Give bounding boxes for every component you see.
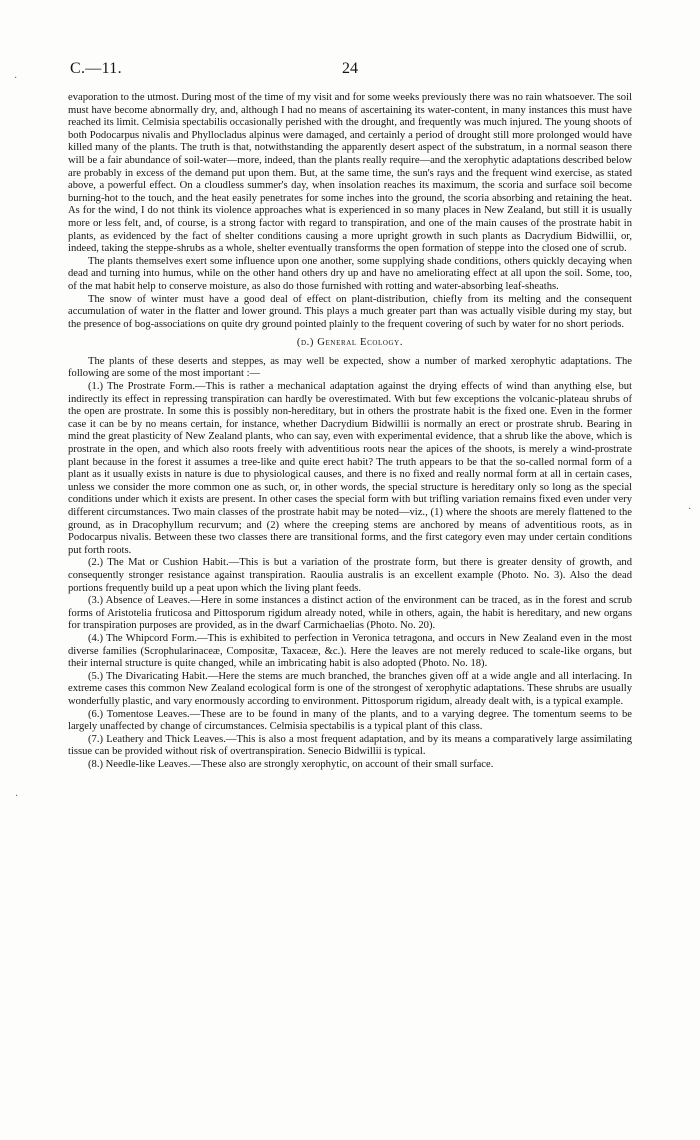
paragraph: The plants of these deserts and steppes, as may well be expected, show a number of marked xerophytic adaptations. The following are some of the most important :— bbox=[68, 355, 632, 380]
section-heading: (d.) General Ecology. bbox=[296, 337, 404, 349]
list-item: (7.) Leathery and Thick Leaves.—This is also a most frequent adaptation, and by its means a comparatively large assimilating tissue can be provided without risk of overtranspiration. Senecio Bidwillii is typical. bbox=[68, 733, 632, 758]
margin-mark: · bbox=[14, 73, 18, 84]
list-item: (1.) The Prostrate Form.—This is rather a mechanical adaptation against the drying effects of wind than anything else, but indirectly its effect in repressing transpiration can hardly be overestimated. With but few exceptions the volcanic-plateau shrubs of the open are prostrate. In some this is possibly non-hereditary, but in others the prostrate habit is the fixed one. Even in the former case it can be by no means certain, for instance, whether Dacrydium Bidwillii is normally an erect or prostrate shrub. Bearing in mind the great plasticity of New Zealand plants, who can say, even with experimental evidence, that a shrub like the above, which is prostrate in the open, and which also roots freely with adventitious roots near the apices of the shoots, is merely a wind-prostrate plant because in the forest it assumes a tree-like and quite erect habit? The truth appears to be that the so-called normal form of a plant as it usually exists in nature is due to physiological causes, and there is no fixed and really normal form at all in certain cases, unless we consider the more common one as such, or, in other words, the special structure is hereditary only so long as the special conditions under which it exists are present. In other cases the special form with but trifling variation remains fixed even under very different circumstances. Two main classes of the prostrate habit may be noted—viz., (1) where the shoots are merely flattened to the ground, as in Dracophyllum recurvum; and (2) where the creeping stems are anchored by means of adventitious roots, as in Podocarpus nivalis. Between these two classes there are transitional forms, and the first category even may under certain conditions put forth roots. bbox=[68, 381, 632, 556]
list-item: (4.) The Whipcord Form.—This is exhibited to perfection in Veronica tetragona, and occurs in New Zealand even in the most diverse families (Scrophularinaceæ, Compositæ, Taxaceæ, &c.). Here the leaves are not merely reduced to scale-like organs, but their internal structure is quite changed, while an imbricating habit is also adopted (Photo. No. 18). bbox=[68, 632, 632, 670]
paragraph: The plants themselves exert some influence upon one another, some supplying shade conditions, others quickly decaying when dead and turning into humus, while on the other hand others dry up and have no ameliorating effect at all upon the soil. Some, too, of the mat habit help to conserve moisture, as also do those furnished with rotting and water-absorbing leaf-sheaths. bbox=[68, 255, 632, 292]
body-text bbox=[68, 92, 632, 771]
margin-mark: · bbox=[15, 791, 19, 802]
list-item: (8.) Needle-like Leaves.—These also are strongly xerophytic, on account of their small surface. bbox=[88, 758, 494, 770]
document-reference: C.—11. bbox=[70, 60, 122, 77]
page-header bbox=[70, 60, 630, 80]
paragraph: evaporation to the utmost. During most of the time of my visit and for some weeks previously there was no rain whatsoever. The soil must have become abnormally dry, and, although I had no means of ascertaining its water-content, in many instances this must have reached its limit. Celmisia spectabilis occasionally perished with the drought, and frequently was much injured. The young shoots of both Podocarpus nivalis and Phyllocladus alpinus were damaged, and certainly a period of drought still more prolonged would have killed many of the plants. The truth is that, notwithstanding the apparently desert aspect of the substratum, in a normal season there will be a fair abundance of soil-water—more, indeed, than the plants really require—and the xerophytic adaptations described below are probably in excess of the demand put upon them. But, at the same time, the sun's rays and the frequent wind exercise, as stated above, a powerful effect. On a cloudless summer's day, when insolation reaches its maximum, the scoria and surface soil become burning-hot to the touch, and the heat easily penetrates for some inches into the ground, the scoria absorbing and retaining the heat. As for the wind, I do not think its violence approaches what is experienced in so many places in New Zealand, but still it is usually more or less felt, and, of course, is a strong factor with regard to transpiration, and one of the main causes of the prostrate habit in plants, as evidenced by the fact of shelter conditions causing a more upright growth in such plants as Dacrydium Bidwillii, or, indeed, taking the steppe-shrubs as a whole, shelter eventually transforms the open formation of steppe into the closed one of scrub. bbox=[68, 92, 632, 255]
list-item: (3.) Absence of Leaves.—Here in some instances a distinct action of the environment can be traced, as in the forest and scrub forms of Aristotelia fruticosa and Pittosporum rigidum already noted, while in others, again, the habit is hereditary, and new organs for transpiration purposes are provided, as in the dwarf Carmichaelias (Photo. No. 20). bbox=[68, 595, 632, 632]
list-item: (6.) Tomentose Leaves.—These are to be found in many of the plants, and to a varying degree. The tomentum seems to be largely unaffected by change of circumstances. Celmisia spectabilis is a typical plant of this class. bbox=[68, 708, 632, 733]
margin-mark: · bbox=[688, 504, 692, 515]
paragraph: The snow of winter must have a good deal of effect on plant-distribution, chiefly from its melting and the consequent accumulation of water in the flatter and lower ground. This plays a much greater part than was actually visible during my stay, but the presence of bog-associations on quite dry ground pointed plainly to the frequent covering of such by water for no short periods. bbox=[68, 293, 632, 330]
list-item: (5.) The Divaricating Habit.—Here the stems are much branched, the branches given off at a wide angle and all interlacing. In extreme cases this common New Zealand ecological form is one of the strongest of xerophytic adaptations. These shrubs are usually wonderfully plastic, and vary enormously according to environment. Pittosporum rigidum, already dealt with, is a typical example. bbox=[68, 670, 632, 707]
page-number: 24 bbox=[342, 60, 358, 77]
list-item: (2.) The Mat or Cushion Habit.—This is but a variation of the prostrate form, but there is greater density of growth, and consequently stronger resistance against transpiration. Raoulia australis is an excellent example (Photo. No. 3). Also the dead portions frequently build up a peat upon which the living plant feeds. bbox=[68, 557, 632, 594]
